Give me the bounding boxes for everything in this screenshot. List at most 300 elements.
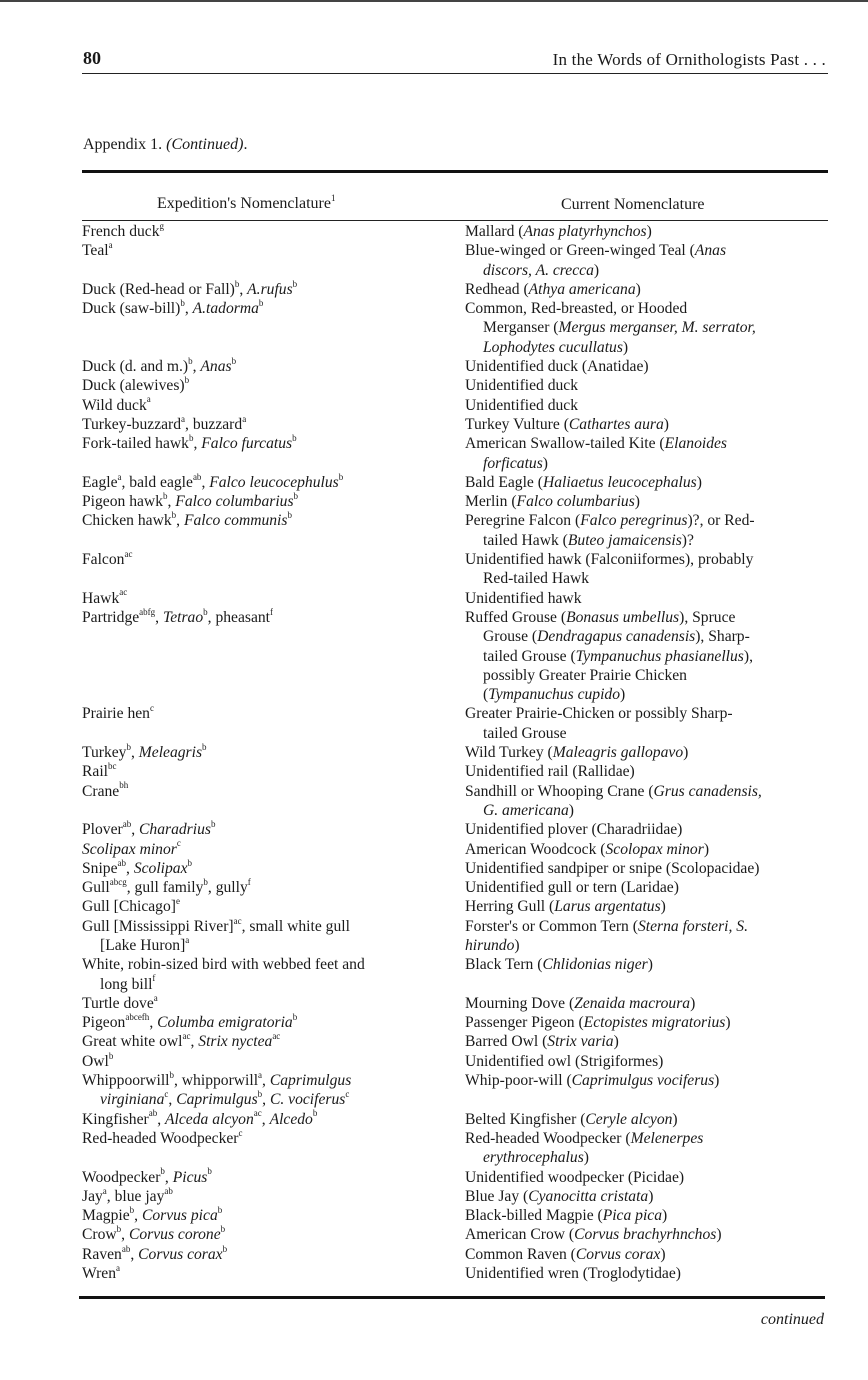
expedition-name-line: Prairie hen$^c$ xyxy=(82,703,154,723)
italic-name: Athya americana xyxy=(528,280,636,298)
source-footnote: b xyxy=(116,1224,122,1235)
table-row xyxy=(82,1129,828,1168)
source-footnote: c xyxy=(238,1127,243,1138)
source-footnote: a xyxy=(185,934,190,945)
italic-name: Falco peregrinus xyxy=(580,512,688,530)
current-name-line: Blue Jay (Cyanocitta cristata) xyxy=(465,1187,654,1205)
column-header-expedition-label: Expedition's Nomenclature xyxy=(157,195,331,212)
current-name-cell xyxy=(465,396,827,415)
table-top-rule xyxy=(82,170,828,173)
expedition-name-cell xyxy=(82,1225,465,1244)
current-name-line: G. americana) xyxy=(483,801,574,819)
italic-name: Melenerpes xyxy=(630,1129,704,1147)
table-row xyxy=(82,1206,828,1225)
italic-name: Tympanuchus phasianellus xyxy=(575,647,744,665)
source-footnote: b xyxy=(258,298,264,308)
table-row xyxy=(82,859,828,878)
table-row xyxy=(82,376,828,395)
table-row xyxy=(82,415,828,434)
italic-name: Ceryle alcyon xyxy=(585,1110,673,1128)
appendix-caption xyxy=(83,136,247,154)
expedition-name-cell xyxy=(82,222,465,241)
expedition-name-line: Woodpecker$^b$, Picus$^b$ xyxy=(82,1166,212,1186)
table-row xyxy=(82,1071,828,1110)
table-row xyxy=(82,1032,828,1051)
current-name-line: Lophodytes cucullatus) xyxy=(483,338,629,356)
source-footnote: b xyxy=(292,1011,298,1022)
running-head: In the Words of Ornithologists Past . . . xyxy=(552,50,826,69)
table-row xyxy=(82,955,828,994)
current-name-line: Sandhill or Whooping Crane (Grus canadensis, xyxy=(465,782,762,800)
source-footnote: b xyxy=(292,433,297,444)
italic-name: Charadrius xyxy=(139,821,211,839)
italic-name: Strix nyctea xyxy=(198,1033,273,1051)
expedition-name-cell xyxy=(82,994,465,1013)
expedition-name-line: Wren$^a$ xyxy=(82,1262,121,1283)
italic-name: hirundo xyxy=(465,936,515,954)
expedition-name-cell xyxy=(82,299,465,357)
current-name-line: Red-headed Woodpecker (Melenerpes xyxy=(465,1129,704,1147)
italic-name: Dendragapus canadensis xyxy=(537,628,696,646)
italic-name: Buteo jamaicensis xyxy=(567,531,682,549)
table-row xyxy=(82,434,828,473)
italic-name: C. vociferus xyxy=(269,1091,346,1109)
expedition-name-cell xyxy=(82,820,465,839)
italic-name: Corvus corax xyxy=(575,1245,661,1263)
source-footnote: b xyxy=(180,298,185,308)
current-name-line: Bald Eagle (Haliaetus leucocephalus) xyxy=(465,473,702,491)
expedition-name-cell xyxy=(82,1187,465,1206)
source-footnote: abcefh xyxy=(125,1011,150,1022)
table-row xyxy=(82,222,828,241)
expedition-name-line: long bill$^f$ xyxy=(100,973,156,993)
source-footnote: c xyxy=(176,838,181,849)
expedition-name-cell xyxy=(82,473,465,492)
source-footnote: ab xyxy=(122,819,132,830)
current-name-line: Unidentified woodpecker (Picidae) xyxy=(465,1168,685,1186)
current-name-cell xyxy=(465,1264,827,1283)
expedition-name-line: Whippoorwill$^b$, whipporwill$^a$, Caprimulgus xyxy=(82,1069,352,1090)
italic-name: Strix varia xyxy=(547,1033,614,1051)
expedition-name-line: virginiana$^c$, Caprimulgus$^b$, C. vociferus$^c$ xyxy=(100,1089,350,1109)
current-name-line: erythrocephalus) xyxy=(483,1149,589,1167)
expedition-name-line: Rail$^{bc}$ xyxy=(82,761,117,781)
current-name-cell xyxy=(465,222,827,241)
source-footnote: b xyxy=(257,1089,263,1100)
italic-name: Scolipax xyxy=(133,859,188,877)
expedition-name-line: Plover$^{ab}$, Charadrius$^b$ xyxy=(82,819,216,839)
expedition-name-cell xyxy=(82,897,465,916)
nomenclature-table xyxy=(82,222,828,1283)
current-name-line: Common, Red-breasted, or Hooded xyxy=(465,300,688,318)
italic-name: Zenaida macroura xyxy=(574,994,691,1012)
current-name-cell xyxy=(465,994,827,1013)
italic-name: Corvus brachyrhnchos xyxy=(574,1226,717,1244)
source-footnote: ac xyxy=(124,548,133,559)
expedition-name-line: French duck$^g$ xyxy=(82,220,165,240)
source-footnote: b xyxy=(108,1050,114,1061)
expedition-name-cell xyxy=(82,1013,465,1032)
source-footnote: a xyxy=(153,992,158,1003)
current-name-line: Unidentified plover (Charadriidae) xyxy=(465,821,683,839)
italic-name: erythrocephalus xyxy=(483,1149,584,1167)
current-name-line: Unidentified gull or tern (Laridae) xyxy=(465,879,679,897)
expedition-name-cell xyxy=(82,357,465,376)
source-footnote: b xyxy=(207,1166,212,1177)
current-name-cell xyxy=(465,1032,827,1051)
expedition-name-line: Raven$^{ab}$, Corvus corax$^b$ xyxy=(82,1243,228,1263)
source-footnote: a xyxy=(146,394,151,405)
current-name-line: Forster's or Common Tern (Sterna forsteri, S. xyxy=(465,917,748,935)
current-name-line: Whip-poor-will (Caprimulgus vociferus) xyxy=(465,1072,720,1090)
source-footnote: a xyxy=(108,240,113,251)
expedition-name-cell xyxy=(82,1110,465,1129)
caption-period: . xyxy=(243,136,248,153)
table-bottom-rule xyxy=(79,1296,825,1299)
current-name-cell xyxy=(465,415,827,434)
italic-name: forficatus xyxy=(483,454,543,472)
current-name-line: Unidentified hawk xyxy=(465,589,582,607)
current-name-line: American Crow (Corvus brachyrhnchos) xyxy=(465,1226,722,1244)
current-name-cell xyxy=(465,241,827,280)
expedition-name-line: Owl$^b$ xyxy=(82,1050,114,1070)
expedition-name-cell xyxy=(82,762,465,781)
expedition-name-line: Turtle dove$^a$ xyxy=(82,992,158,1012)
expedition-name-cell xyxy=(82,782,465,821)
source-footnote: a xyxy=(258,1069,263,1080)
current-name-cell xyxy=(465,859,827,878)
current-name-line: Turkey Vulture (Cathartes aura) xyxy=(465,415,669,433)
italic-name: Caprimulgus xyxy=(269,1072,352,1090)
current-name-line: Merganser (Mergus merganser, M. serrator, xyxy=(483,319,756,337)
column-header-rule xyxy=(82,220,828,221)
expedition-name-line: Pigeon hawk$^b$, Falco columbarius$^b$ xyxy=(82,490,299,511)
source-footnote: b xyxy=(163,490,168,501)
current-name-line: Ruffed Grouse (Bonasus umbellus), Spruce xyxy=(465,608,736,626)
current-name-line: Grouse (Dendragapus canadensis), Sharp- xyxy=(483,628,750,646)
source-footnote: b xyxy=(203,876,208,887)
source-footnote: b xyxy=(188,355,193,366)
expedition-name-line: Partridge$^{abfg}$, Tetrao$^b$, pheasant$^f$ xyxy=(82,606,273,626)
expedition-name-cell xyxy=(82,376,465,395)
expedition-name-line: Gull$^{abcg}$, gull family$^b$, gully$^f$ xyxy=(82,876,251,897)
caption-label: Appendix 1. xyxy=(83,136,167,153)
table-row xyxy=(82,357,828,376)
current-name-cell xyxy=(465,840,827,859)
current-name-cell xyxy=(465,1110,827,1129)
current-name-cell xyxy=(465,1187,827,1206)
source-footnote: b xyxy=(169,1069,174,1080)
current-name-line: Merlin (Falco columbarius) xyxy=(465,493,640,511)
current-name-cell xyxy=(465,782,827,821)
expedition-name-cell xyxy=(82,859,465,878)
expedition-name-cell xyxy=(82,1206,465,1225)
current-name-line: American Woodcock (Scolopax minor) xyxy=(465,840,710,858)
expedition-name-line: Jay$^a$, blue jay$^{ab}$ xyxy=(82,1185,173,1205)
current-name-cell xyxy=(465,1168,827,1187)
current-name-line: Unidentified wren (Troglodytidae) xyxy=(465,1265,681,1283)
source-footnote: b xyxy=(129,1204,135,1215)
expedition-name-line: Great white owl$^{ac}$, Strix nyctea$^{ac}$ xyxy=(82,1031,281,1051)
table-row xyxy=(82,762,828,781)
source-footnote: b xyxy=(231,355,237,366)
expedition-name-cell xyxy=(82,280,465,299)
table-row xyxy=(82,1225,828,1244)
italic-name: Falco communis xyxy=(183,512,288,530)
italic-name: Picus xyxy=(172,1168,208,1186)
expedition-name-line: Teal$^a$ xyxy=(82,240,113,260)
expedition-name-cell xyxy=(82,434,465,473)
current-name-line: Unidentified hawk (Falconiiformes), probably xyxy=(465,551,754,569)
source-footnote: c xyxy=(149,703,154,714)
italic-name: Falco leucocephulus xyxy=(209,473,339,491)
table-row xyxy=(82,1052,828,1071)
current-name-cell xyxy=(465,492,827,511)
italic-name: Cyanocitta cristata xyxy=(528,1187,649,1205)
expedition-name-line: Falcon$^{ac}$ xyxy=(82,548,133,569)
current-name-cell xyxy=(465,897,827,916)
italic-name: Chlidonias niger xyxy=(542,956,648,974)
table-row xyxy=(82,1187,828,1206)
current-name-cell xyxy=(465,917,827,956)
italic-name: Meleagris xyxy=(138,744,203,762)
expedition-name-cell xyxy=(82,743,465,762)
italic-name: Tympanuchus cupido xyxy=(488,686,621,704)
italic-name: Alceda alcyon xyxy=(165,1110,254,1128)
table-row xyxy=(82,994,828,1013)
italic-name: A.rufus xyxy=(247,280,293,298)
italic-name: Lophodytes cucullatus xyxy=(483,338,623,356)
italic-name: Ectopistes migratorius xyxy=(583,1014,726,1032)
italic-name: Caprimulgus vociferus xyxy=(571,1072,715,1090)
expedition-name-cell xyxy=(82,1129,465,1168)
source-footnote: ac xyxy=(272,1031,281,1042)
current-name-line: Unidentified duck xyxy=(465,377,579,395)
current-name-cell xyxy=(465,1206,827,1225)
source-footnote: f xyxy=(152,973,156,984)
source-footnote: ac xyxy=(233,915,242,926)
current-name-cell xyxy=(465,955,827,994)
expedition-name-cell xyxy=(82,241,465,280)
column-header-current: Current Nomenclature xyxy=(561,196,705,213)
expedition-name-cell xyxy=(82,396,465,415)
italic-name: Falco columbarius xyxy=(175,493,294,511)
current-name-line: Belted Kingfisher (Ceryle alcyon) xyxy=(465,1110,678,1128)
source-footnote: b xyxy=(188,433,194,444)
expedition-name-line: Red-headed Woodpecker$^c$ xyxy=(82,1127,243,1147)
table-row xyxy=(82,1013,828,1032)
table-row xyxy=(82,820,828,839)
source-footnote: g xyxy=(159,220,165,231)
current-name-cell xyxy=(465,1129,827,1168)
expedition-name-line: Wild duck$^a$ xyxy=(82,394,151,414)
italic-name: Falco columbarius xyxy=(516,493,635,511)
expedition-name-cell xyxy=(82,1032,465,1051)
current-name-cell xyxy=(465,608,827,704)
source-footnote: c xyxy=(164,1089,169,1100)
page-top-border xyxy=(0,0,868,2)
italic-name: Cathartes aura xyxy=(568,415,664,433)
table-row xyxy=(82,917,828,956)
current-name-cell xyxy=(465,743,827,762)
current-name-line: Black-billed Magpie (Pica pica) xyxy=(465,1207,668,1225)
current-name-line: Wild Turkey (Maleagris gallopavo) xyxy=(465,744,689,762)
expedition-name-cell xyxy=(82,608,465,704)
current-name-cell xyxy=(465,550,827,589)
current-name-line: hirundo) xyxy=(465,936,520,954)
column-header-footnote: 1 xyxy=(330,192,336,203)
current-name-line: tailed Hawk (Buteo jamaicensis)? xyxy=(483,531,694,549)
expedition-name-line: White, robin-sized bird with webbed feet and xyxy=(82,956,365,974)
source-footnote: abfg xyxy=(139,606,156,617)
source-footnote: ab xyxy=(148,1108,158,1119)
expedition-name-line: Fork-tailed hawk$^b$, Falco furcatus$^b$ xyxy=(82,433,297,453)
italic-name: Corvus pica xyxy=(141,1207,218,1225)
source-footnote: ac xyxy=(182,1031,191,1042)
expedition-name-line: Turkey$^b$, Meleagris$^b$ xyxy=(82,741,207,762)
current-name-cell xyxy=(465,1052,827,1071)
source-footnote: b xyxy=(160,1166,165,1177)
expedition-name-cell xyxy=(82,492,465,511)
current-name-line: discors, A. crecca) xyxy=(483,261,600,279)
current-name-line: Herring Gull (Larus argentatus) xyxy=(465,898,666,916)
italic-name: Caprimulgus xyxy=(176,1091,258,1109)
source-footnote: a xyxy=(116,1262,121,1273)
current-name-line: Unidentified rail (Rallidae) xyxy=(465,763,635,781)
expedition-name-line xyxy=(82,840,465,859)
italic-name: Falco furcatus xyxy=(201,435,293,453)
source-footnote: bh xyxy=(119,780,129,791)
expedition-name-line: Turkey-buzzard$^a$, buzzard$^a$ xyxy=(82,413,247,433)
continued-note: continued xyxy=(760,1311,824,1328)
source-footnote: ab xyxy=(164,1185,173,1196)
current-name-line: forficatus) xyxy=(483,454,548,472)
current-name-cell xyxy=(465,299,827,357)
current-name-line: Passenger Pigeon (Ectopistes migratorius) xyxy=(465,1014,731,1032)
table-row xyxy=(82,878,828,897)
italic-name: Mergus merganser, M. serrator, xyxy=(558,319,756,337)
source-footnote: b xyxy=(126,741,131,752)
italic-name: Scolipax minor xyxy=(82,840,177,858)
column-header-expedition xyxy=(157,192,336,213)
table-row xyxy=(82,473,828,492)
expedition-name-line: Kingfisher$^{ab}$, Alceda alcyon$^{ac}$, Alcedo$^b$ xyxy=(82,1108,318,1128)
current-name-cell xyxy=(465,473,827,492)
table-row xyxy=(82,1245,828,1264)
italic-name: G. americana xyxy=(483,801,569,819)
expedition-name-cell xyxy=(82,917,465,956)
source-footnote: b xyxy=(210,819,216,830)
current-name-line: tailed Grouse (Tympanuchus phasianellus), xyxy=(483,647,753,665)
source-footnote: b xyxy=(171,510,177,521)
table-row xyxy=(82,241,828,280)
table-row xyxy=(82,1168,828,1187)
expedition-name-line: Crane$^{bh}$ xyxy=(82,780,129,800)
source-footnote: f xyxy=(270,606,273,617)
source-footnote: c xyxy=(345,1089,350,1100)
current-name-line: Redhead (Athya americana) xyxy=(465,280,641,298)
expedition-name-line: Eagle$^a$, bald eagle$^{ab}$, Falco leucocephulus$^b$ xyxy=(82,471,344,491)
caption-continued: (Continued) xyxy=(166,136,244,153)
expedition-name-cell xyxy=(82,1071,465,1110)
current-name-cell xyxy=(465,820,827,839)
source-footnote: b xyxy=(234,278,240,289)
italic-name: Scolopax minor xyxy=(605,840,704,858)
current-name-cell xyxy=(465,1013,827,1032)
table-row xyxy=(82,704,828,743)
expedition-name-line: Crow$^b$, Corvus corone$^b$ xyxy=(82,1224,226,1244)
expedition-name-cell xyxy=(82,1264,465,1283)
table-row xyxy=(82,840,828,859)
italic-name: Corvus corax xyxy=(138,1245,223,1263)
expedition-name-line: Chicken hawk$^b$, Falco communis$^b$ xyxy=(82,510,292,530)
source-footnote: b xyxy=(184,375,190,386)
page-number: 80 xyxy=(83,48,101,68)
expedition-name-line: Gull [Mississippi River]$^{ac}$, small white gull xyxy=(82,915,350,935)
source-footnote: b xyxy=(187,857,193,868)
header-rule xyxy=(82,73,828,74)
table-row xyxy=(82,897,828,916)
current-name-line: Mourning Dove (Zenaida macroura) xyxy=(465,994,696,1012)
italic-name: virginiana xyxy=(100,1091,165,1109)
italic-name: Columba emigratoria xyxy=(157,1014,293,1032)
current-name-line: Blue-winged or Green-winged Teal (Anas xyxy=(465,242,727,260)
source-footnote: a xyxy=(181,413,186,424)
table-row xyxy=(82,1110,828,1129)
current-name-cell xyxy=(465,280,827,299)
source-footnote: a xyxy=(242,413,247,424)
italic-name: Bonasus umbellus xyxy=(566,608,680,626)
expedition-name-cell xyxy=(82,878,465,897)
current-name-line: possibly Greater Prairie Chicken xyxy=(483,666,687,684)
table-row xyxy=(82,492,828,511)
expedition-name-line: Gull [Chicago]$^e$ xyxy=(82,896,180,916)
expedition-name-line: Duck (Red-head or Fall)$^b$, A.rufus$^b$ xyxy=(82,278,298,298)
expedition-name-line: Hawk$^{ac}$ xyxy=(82,587,128,607)
expedition-name-cell xyxy=(82,1168,465,1187)
current-name-line: American Swallow-tailed Kite (Elanoides xyxy=(465,435,727,453)
table-row xyxy=(82,782,828,821)
italic-name: Anas platyrhynchos xyxy=(523,223,647,240)
expedition-name-line: Snipe$^{ab}$, Scolipax$^b$ xyxy=(82,857,193,877)
table-row xyxy=(82,396,828,415)
current-name-line: Common Raven (Corvus corax) xyxy=(465,1245,666,1263)
source-footnote: b xyxy=(292,278,298,289)
table-row xyxy=(82,550,828,589)
source-footnote: bc xyxy=(108,761,117,772)
source-footnote: ab xyxy=(121,1243,131,1254)
expedition-name-line: Duck (d. and m.)$^b$, Anas$^b$ xyxy=(82,355,237,376)
italic-name: Alcedo xyxy=(269,1110,313,1128)
table-row xyxy=(82,608,828,704)
current-name-cell xyxy=(465,1245,827,1264)
current-name-line: Unidentified duck xyxy=(465,396,579,414)
source-footnote: b xyxy=(217,1204,223,1215)
expedition-name-cell xyxy=(82,1245,465,1264)
italic-name: Grus canadensis, xyxy=(653,782,762,800)
expedition-name-cell xyxy=(82,511,465,550)
source-footnote: b xyxy=(222,1243,228,1254)
expedition-name-line: Magpie$^b$, Corvus pica$^b$ xyxy=(82,1204,223,1225)
current-name-line: Black Tern (Chlidonias niger) xyxy=(465,956,653,974)
table-row xyxy=(82,511,828,550)
italic-name: Tetrao xyxy=(162,608,204,626)
current-name-line: Unidentified duck (Anatidae) xyxy=(465,358,649,376)
italic-name: Sterna forsteri, S. xyxy=(637,917,748,935)
source-footnote: a xyxy=(102,1185,107,1196)
table-row xyxy=(82,743,828,762)
source-footnote: abcg xyxy=(109,876,127,887)
